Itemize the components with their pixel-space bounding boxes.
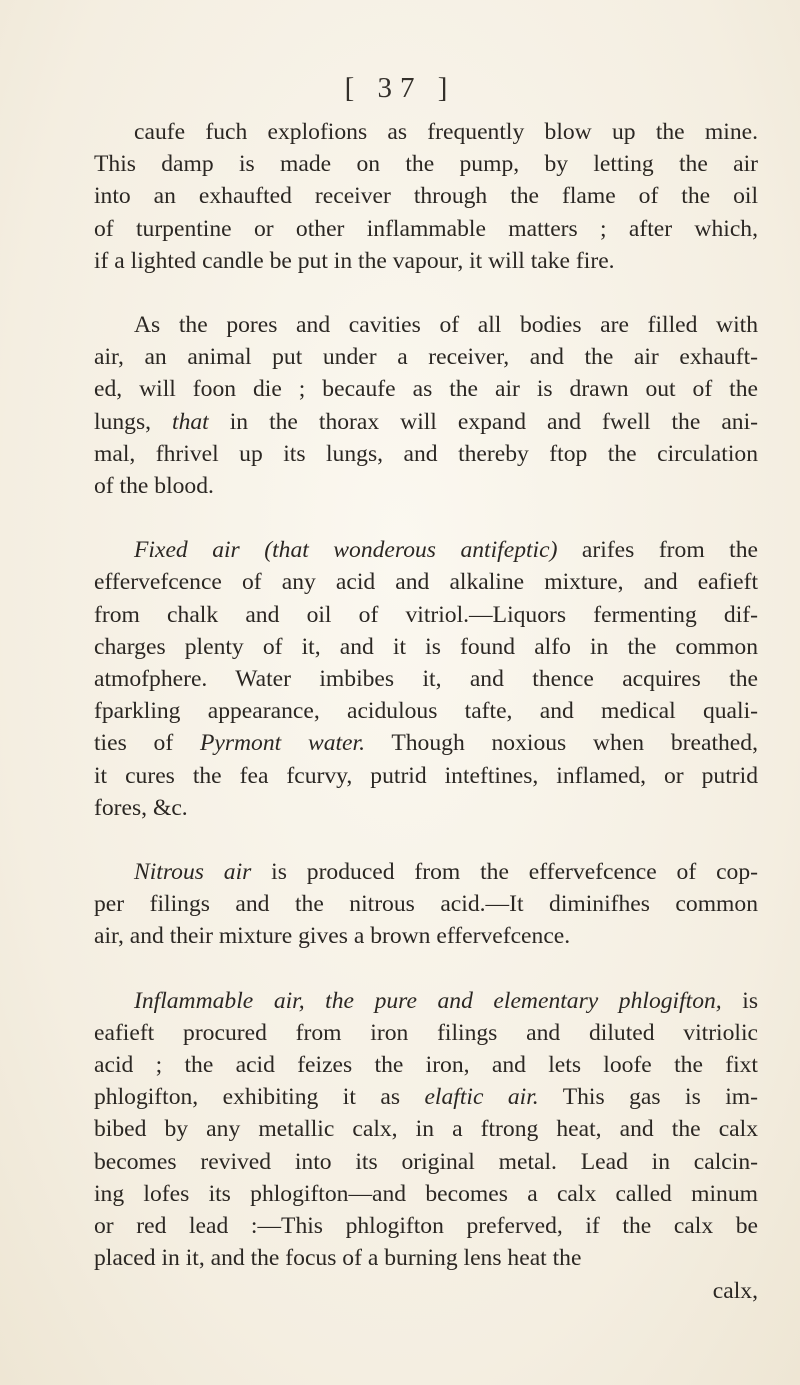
line-text: ed, will foon die ; becaufe as the air is drawn out of the — [94, 376, 758, 403]
paragraph — [94, 309, 758, 502]
line-text: becomes revived into its original metal. Lead in calcin- — [94, 1148, 758, 1175]
catchword: calx, — [712, 1277, 758, 1304]
italic-text: Nitrous air — [134, 859, 252, 886]
line-text: eafieft procured from iron filings and diluted vitriolic — [94, 1019, 758, 1046]
line-text-rest: arifes from the — [557, 537, 759, 564]
line-text: bibed by any metallic calx, in a ftrong heat, and the calx — [94, 1116, 758, 1143]
text-line — [94, 760, 758, 792]
italic-text: Pyrmont water. — [199, 730, 365, 757]
text-line — [94, 727, 758, 759]
italic-text: Fixed air (that wonderous antifeptic) — [134, 537, 558, 564]
text-line — [94, 438, 758, 470]
text-line — [94, 406, 758, 438]
italic-text: elaftic air. — [424, 1084, 539, 1111]
text-line — [94, 116, 758, 148]
text-line — [94, 470, 758, 502]
line-text: atmofphere. Water imbibes it, and thence acquires the — [94, 666, 758, 693]
text-line — [94, 663, 758, 695]
page-number: [ 37 ] — [344, 72, 456, 104]
line-text: from chalk and oil of vitriol.—Liquors fermenting dif- — [94, 601, 758, 628]
line-text: fores, &c. — [94, 794, 188, 821]
line-text: ing lofes its phlogifton—and becomes a calx called minum — [94, 1180, 758, 1207]
paragraph — [94, 534, 758, 824]
line-text-rest: is produced from the effervefcence of cop- — [251, 859, 758, 886]
text-line — [94, 1210, 758, 1242]
text-line — [94, 1178, 758, 1210]
line-text: charges plenty of it, and it is found alfo in the common — [94, 633, 758, 660]
text-line — [94, 245, 758, 277]
text-line — [94, 792, 758, 824]
text-line — [94, 341, 758, 373]
line-text: lungs, — [94, 408, 173, 435]
line-text: phlogifton, exhibiting it as — [94, 1084, 425, 1111]
line-text: acid ; the acid feizes the iron, and lets loofe the fixt — [94, 1052, 758, 1079]
text-line — [94, 920, 758, 952]
text-line — [94, 1017, 758, 1049]
line-text-rest: is — [721, 987, 758, 1014]
text-line — [94, 213, 758, 245]
line-text: or red lead :—This phlogifton preferved, if the calx be — [94, 1213, 758, 1240]
italic-text: Inflammable air, the pure and elementary phlogifton, — [134, 987, 722, 1014]
text-line — [94, 1049, 758, 1081]
text-line — [94, 599, 758, 631]
text-line — [94, 180, 758, 212]
line-text: mal, fhrivel up its lungs, and thereby ftop the circulation — [94, 440, 758, 467]
line-text: effervefcence of any acid and alkaline mixture, and eafieft — [94, 569, 758, 596]
line-text: placed in it, and the focus of a burning lens heat the — [94, 1245, 582, 1272]
line-text: ties of — [94, 730, 200, 757]
text-line — [94, 534, 758, 566]
body-text — [94, 116, 758, 1307]
text-line — [94, 856, 758, 888]
text-line — [94, 1081, 758, 1113]
text-line — [94, 1113, 758, 1145]
line-text: of turpentine or other inflammable matters ; after which, — [94, 215, 758, 242]
paragraph — [94, 856, 758, 953]
text-line — [94, 1242, 758, 1274]
text-line — [94, 566, 758, 598]
text-line — [94, 373, 758, 405]
line-text: air, and their mixture gives a brown effervefcence. — [94, 923, 571, 950]
line-text-rest: Though noxious when breathed, — [365, 730, 758, 757]
line-text: As the pores and cavities of all bodies are filled with — [134, 312, 758, 339]
line-text: per filings and the nitrous acid.—It diminifhes common — [94, 891, 758, 918]
line-text: it cures the fea fcurvy, putrid inteftines, inflamed, or putrid — [94, 762, 758, 789]
paragraph — [94, 985, 758, 1307]
line-text: into an exhaufted receiver through the flame of the oil — [94, 183, 758, 210]
text-line — [94, 985, 758, 1017]
text-line — [94, 888, 758, 920]
line-text-rest: in the thorax will expand and fwell the ani- — [208, 408, 759, 435]
italic-text: that — [172, 408, 209, 435]
line-text-rest: This gas is im- — [538, 1084, 758, 1111]
text-line — [94, 631, 758, 663]
line-text: This damp is made on the pump, by letting the air — [94, 151, 758, 178]
text-line — [94, 148, 758, 180]
paragraph — [94, 116, 758, 277]
line-text: if a lighted candle be put in the vapour, it will take fire. — [94, 247, 615, 274]
line-text: of the blood. — [94, 473, 214, 500]
text-line — [94, 309, 758, 341]
text-line — [94, 695, 758, 727]
line-text: fparkling appearance, acidulous tafte, and medical quali- — [94, 698, 758, 725]
text-line — [94, 1146, 758, 1178]
line-text: caufe fuch explofions as frequently blow up the mine. — [134, 119, 758, 145]
line-text: air, an animal put under a receiver, and the air exhauft- — [94, 344, 758, 371]
